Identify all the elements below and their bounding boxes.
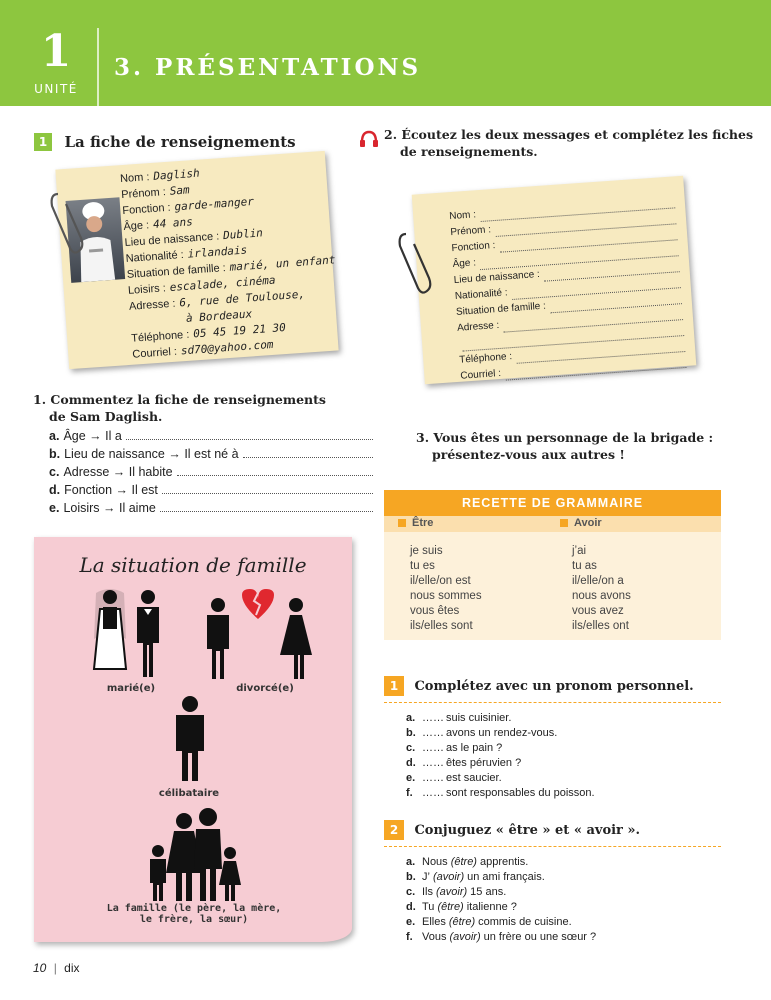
item-letter: e. bbox=[49, 501, 60, 515]
answer-blank: …… bbox=[422, 787, 444, 799]
item-text: Lieu de naissance → Il est né à bbox=[64, 447, 239, 461]
exercise-title: Complétez avec un pronom personnel. bbox=[414, 678, 694, 694]
page-title: 3. PRÉSENTATIONS bbox=[114, 54, 422, 81]
single-label: célibataire bbox=[158, 788, 220, 799]
item-verb: (être) bbox=[437, 901, 464, 913]
item-pre: Ils bbox=[422, 886, 433, 898]
field-label: Adresse : bbox=[128, 297, 176, 313]
footer-separator: | bbox=[53, 961, 57, 975]
exercise-1 bbox=[384, 676, 721, 801]
conjugation-form: vous êtes bbox=[410, 605, 460, 617]
field-label: Prénom : bbox=[450, 224, 492, 239]
divorced-label: divorcé(e) bbox=[236, 683, 294, 694]
family-card-title: La situation de famille bbox=[79, 553, 307, 577]
exercise-2-items bbox=[384, 855, 721, 945]
headphones-icon bbox=[359, 130, 379, 148]
question-1 bbox=[33, 391, 373, 517]
question-title-line1: Écoutez les deux messages et complétez les fiches bbox=[401, 127, 754, 142]
exercise-2-item bbox=[406, 900, 721, 915]
item-letter: c. bbox=[406, 886, 416, 898]
field-value: Daglish bbox=[152, 166, 201, 183]
item-letter: d. bbox=[406, 901, 416, 913]
field-value: garde-manger bbox=[174, 194, 255, 214]
field-label: Lieu de naissance : bbox=[124, 230, 220, 249]
page-word: dix bbox=[64, 961, 80, 975]
exercise-2-item bbox=[406, 870, 721, 885]
family-icon bbox=[144, 807, 244, 903]
grammar-recipe bbox=[384, 490, 721, 640]
field-value: 05 45 19 21 30 bbox=[192, 320, 287, 341]
field-value: à Bordeaux bbox=[185, 307, 253, 325]
unit-label: UNITÉ bbox=[34, 82, 78, 96]
item-letter: d. bbox=[406, 757, 416, 769]
paperclip-icon bbox=[396, 228, 436, 298]
item-verb: (avoir) bbox=[436, 886, 468, 898]
exercise-1-item bbox=[406, 771, 721, 786]
avoir-conjugation bbox=[572, 544, 631, 634]
question-1-items bbox=[33, 427, 373, 517]
field-label: Fonction : bbox=[121, 201, 172, 218]
exercise-1-item bbox=[406, 711, 721, 726]
item-letter: b. bbox=[406, 871, 416, 883]
field-value: escalade, cinéma bbox=[169, 273, 276, 294]
item-post: apprentis. bbox=[479, 856, 529, 868]
question-1-item bbox=[49, 427, 373, 445]
question-number: 3. bbox=[416, 430, 430, 445]
field-label: Loisirs : bbox=[127, 282, 167, 297]
item-post: un ami français. bbox=[467, 871, 545, 883]
question-1-item bbox=[49, 499, 373, 517]
unit-header bbox=[0, 0, 771, 106]
field-label: Nom : bbox=[448, 209, 477, 223]
field-label: Nom : bbox=[119, 171, 150, 186]
answer-blank bbox=[162, 482, 373, 494]
section-1-heading bbox=[34, 133, 296, 151]
dashed-divider bbox=[384, 702, 721, 703]
field-label: Nationalité : bbox=[125, 248, 185, 265]
conjugation-form: ils/elles ont bbox=[572, 620, 629, 632]
single-person-icon bbox=[170, 695, 210, 783]
item-text: êtes péruvien ? bbox=[446, 757, 522, 769]
field-label: Nationalité : bbox=[454, 287, 508, 302]
header-divider bbox=[97, 28, 99, 106]
item-text: Âge → Il a bbox=[63, 429, 122, 443]
field-value: Dublin bbox=[222, 226, 264, 243]
page-number: 10 bbox=[33, 961, 47, 975]
married-label: marié(e) bbox=[106, 683, 156, 694]
exercise-number: 2 bbox=[384, 820, 404, 840]
item-letter: a. bbox=[49, 429, 60, 443]
answer-blank: …… bbox=[422, 757, 444, 769]
answer-blank: …… bbox=[422, 727, 444, 739]
field-label: Fonction : bbox=[451, 240, 496, 255]
exercise-2-item bbox=[406, 855, 721, 870]
grammar-col-avoir: Avoir bbox=[574, 517, 602, 529]
item-text: sont responsables du poisson. bbox=[446, 787, 595, 799]
divorced-couple-icon bbox=[202, 589, 318, 679]
item-pre: Nous bbox=[422, 856, 448, 868]
section-title: La fiche de renseignements bbox=[64, 133, 296, 151]
item-post: commis de cuisine. bbox=[478, 916, 572, 928]
exercise-1-item bbox=[406, 741, 721, 756]
question-number: 1. bbox=[33, 392, 47, 407]
item-verb: (avoir) bbox=[449, 931, 481, 943]
sam-info-card bbox=[55, 151, 338, 369]
conjugation-form: vous avez bbox=[572, 605, 624, 617]
item-letter: a. bbox=[406, 712, 416, 724]
paperclip-icon bbox=[48, 188, 88, 258]
conjugation-form: tu as bbox=[572, 560, 597, 572]
family-label bbox=[94, 903, 294, 925]
item-letter: b. bbox=[49, 447, 61, 461]
grammar-column-heads bbox=[384, 516, 721, 532]
field-label: Téléphone : bbox=[458, 351, 513, 366]
exercise-2 bbox=[384, 820, 721, 945]
field-label: Âge : bbox=[123, 219, 150, 234]
grammar-col-etre: Être bbox=[412, 517, 434, 529]
field-value: 6, rue de Toulouse, bbox=[178, 287, 306, 310]
section-number: 1 bbox=[34, 133, 52, 151]
field-value: sd70@yahoo.com bbox=[180, 337, 274, 358]
exercise-1-items bbox=[384, 711, 721, 801]
answer-blank bbox=[243, 446, 373, 458]
item-text: est saucier. bbox=[446, 772, 502, 784]
field-label: Situation de famille : bbox=[455, 300, 547, 318]
blank-card-fields bbox=[449, 192, 687, 383]
item-pre: Elles bbox=[422, 916, 446, 928]
answer-blank bbox=[160, 500, 373, 512]
field-label: Courriel : bbox=[132, 345, 178, 361]
unit-number: 1 bbox=[40, 26, 72, 77]
conjugation-form: je suis bbox=[410, 545, 443, 557]
question-2 bbox=[359, 126, 759, 160]
item-letter: f. bbox=[406, 787, 413, 799]
dashed-divider bbox=[384, 846, 721, 847]
item-verb: (avoir) bbox=[432, 871, 465, 883]
conjugation-form: il/elle/on a bbox=[572, 575, 624, 587]
conjugation-form: tu es bbox=[410, 560, 435, 572]
unit-badge bbox=[18, 26, 94, 106]
question-title-line1: Vous êtes un personnage de la brigade : bbox=[433, 430, 714, 445]
conjugation-form: nous sommes bbox=[410, 590, 482, 602]
item-letter: e. bbox=[406, 772, 416, 784]
field-label bbox=[182, 313, 183, 325]
conjugation-form: il/elle/on est bbox=[410, 575, 471, 587]
question-title-line2: présentez-vous aux autres ! bbox=[432, 447, 625, 462]
field-label: Téléphone : bbox=[130, 328, 190, 345]
exercise-2-item bbox=[406, 930, 721, 945]
item-letter: c. bbox=[406, 742, 416, 754]
page-footer bbox=[33, 961, 80, 975]
exercise-2-item bbox=[406, 885, 721, 900]
field-value: marié, un enfant bbox=[229, 253, 336, 274]
question-number: 2. bbox=[384, 127, 398, 142]
item-text: Fonction → Il est bbox=[64, 483, 158, 497]
answer-blank bbox=[126, 428, 373, 440]
question-title-line2: de renseignements. bbox=[400, 144, 538, 159]
item-post: un frère ou une sœur ? bbox=[483, 931, 597, 943]
item-letter: e. bbox=[406, 916, 416, 928]
exercise-2-item bbox=[406, 915, 721, 930]
field-label: Situation de famille : bbox=[126, 262, 227, 281]
question-1-item bbox=[49, 445, 373, 463]
field-label: Lieu de naissance : bbox=[453, 268, 541, 286]
item-letter: f. bbox=[406, 931, 413, 943]
answer-blank bbox=[177, 464, 373, 476]
field-label: Adresse : bbox=[456, 319, 500, 334]
item-pre: Tu bbox=[422, 901, 435, 913]
family-label-line1: La famille (le père, la mère, bbox=[106, 903, 282, 914]
question-1-item bbox=[49, 481, 373, 499]
question-1-item bbox=[49, 463, 373, 481]
field-label: Prénom : bbox=[120, 186, 167, 202]
question-title-line1: Commentez la fiche de renseignements bbox=[50, 392, 326, 407]
item-pre: Vous bbox=[422, 931, 447, 943]
item-post: 15 ans. bbox=[470, 886, 507, 898]
grammar-body bbox=[384, 532, 721, 640]
item-post: italienne ? bbox=[466, 901, 517, 913]
exercise-1-item bbox=[406, 756, 721, 771]
exercise-1-item bbox=[406, 726, 721, 741]
exercise-title: Conjuguez « être » et « avoir ». bbox=[414, 822, 641, 838]
sam-card-fields bbox=[120, 157, 342, 363]
field-value: 44 ans bbox=[152, 215, 194, 231]
family-label-line2: le frère, la sœur) bbox=[139, 914, 249, 925]
grammar-title: RECETTE DE GRAMMAIRE bbox=[384, 490, 721, 516]
question-3 bbox=[416, 429, 746, 463]
exercise-number: 1 bbox=[384, 676, 404, 696]
conjugation-form: ils/elles sont bbox=[410, 620, 473, 632]
answer-blank: …… bbox=[422, 742, 444, 754]
item-letter: c. bbox=[49, 465, 60, 479]
field-value: irlandais bbox=[187, 243, 248, 261]
item-verb: (être) bbox=[448, 916, 476, 928]
etre-conjugation bbox=[410, 544, 482, 634]
item-letter: b. bbox=[406, 727, 416, 739]
item-verb: (être) bbox=[450, 856, 477, 868]
conjugation-form: j’ai bbox=[572, 545, 587, 557]
married-couple-icon bbox=[92, 589, 172, 679]
item-pre: J’ bbox=[422, 871, 430, 883]
conjugation-form: nous avons bbox=[572, 590, 631, 602]
family-situation-card bbox=[34, 537, 352, 942]
bullet-square bbox=[398, 519, 406, 527]
item-text: suis cuisinier. bbox=[446, 712, 512, 724]
item-text: Loisirs → Il aime bbox=[63, 501, 156, 515]
question-title-line2: de Sam Daglish. bbox=[49, 409, 163, 424]
item-letter: d. bbox=[49, 483, 61, 497]
item-text: Adresse → Il habite bbox=[63, 465, 173, 479]
item-letter: a. bbox=[406, 856, 416, 868]
blank-info-card bbox=[412, 176, 697, 385]
answer-blank: …… bbox=[422, 772, 444, 784]
exercise-1-item bbox=[406, 786, 721, 801]
answer-blank: …… bbox=[422, 712, 444, 724]
bullet-square bbox=[560, 519, 568, 527]
field-value: Sam bbox=[169, 183, 191, 198]
field-label: Âge : bbox=[452, 257, 477, 271]
item-text: avons un rendez-vous. bbox=[446, 727, 558, 739]
item-text: as le pain ? bbox=[446, 742, 503, 754]
field-label: Courriel : bbox=[460, 367, 502, 382]
